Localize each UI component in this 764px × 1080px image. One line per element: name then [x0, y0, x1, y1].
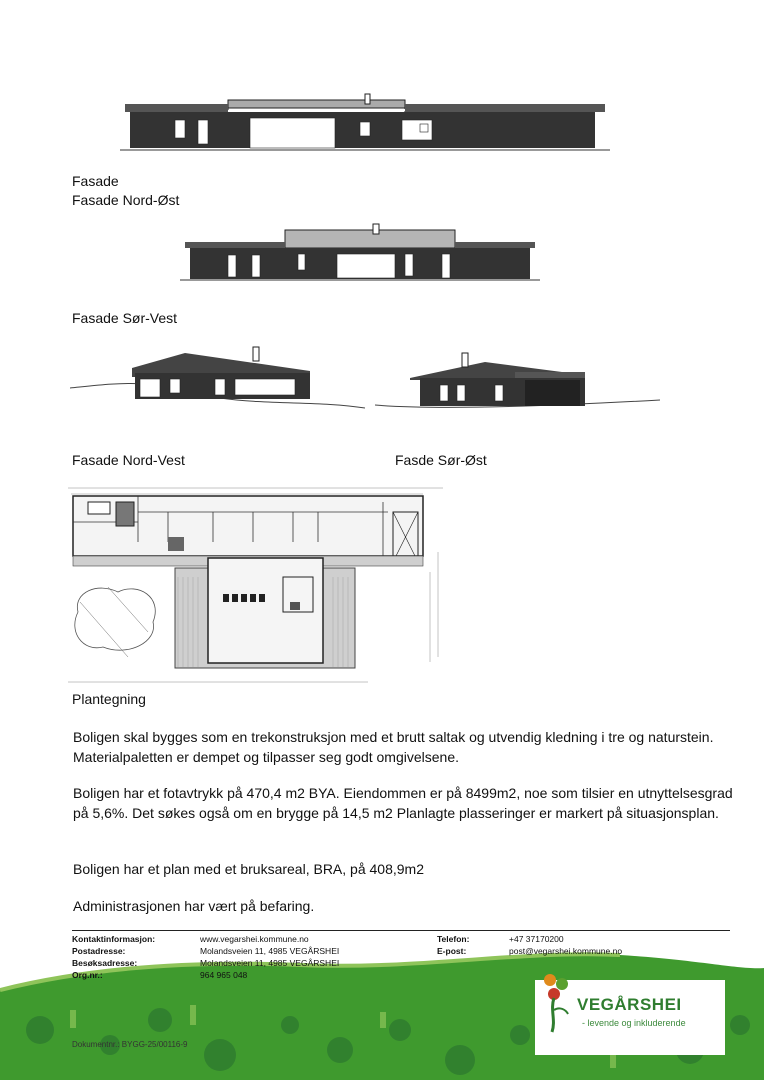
- elevation-drawing-sor-ost: [375, 350, 665, 415]
- paragraph-4: Administrasjonen har vært på befaring.: [73, 898, 315, 914]
- caption-nord-ost: Fasade Nord-Øst: [72, 192, 180, 208]
- elevation-drawing-sor-vest: [180, 222, 540, 287]
- footer-kontakt-value[interactable]: www.vegarshei.kommune.no: [200, 934, 309, 944]
- logo-tagline: - levende og inkluderende: [582, 1018, 686, 1028]
- footer-telefon-label: Telefon:: [437, 934, 470, 944]
- footer-besok-label: Besøksadresse:: [72, 958, 138, 968]
- paragraph-2: Boligen har et fotavtrykk på 470,4 m2 BYA. Eiendommen er på 8499m2, noe som tilsier en utnyttelsesgrad på 5,6%. Det søkes også om en brygge på 14,5 m2 Planlagte plasseringer er markert på situasjonsplan.: [73, 785, 733, 821]
- footer-telefon-value[interactable]: +47 37170200: [509, 934, 564, 944]
- caption-nord-vest: Fasade Nord-Vest: [72, 452, 185, 468]
- caption-plantegning: Plantegning: [72, 691, 146, 707]
- footer-org-label: Org.nr.:: [72, 970, 103, 980]
- paragraph-3: Boligen har et plan med et bruksareal, BRA, på 408,9m2: [73, 861, 424, 877]
- paragraph-1: Boligen skal bygges som en trekonstruksjon med et brutt saltak og utvendig kledning i tre og naturstein. Materialpaletten er dempet og tilpasser seg godt omgivelsene.: [73, 729, 714, 765]
- caption-sor-ost: Fasde Sør-Øst: [395, 452, 487, 468]
- footer-kontakt-label: Kontaktinformasjon:: [72, 934, 156, 944]
- footer-post-label: Postadresse:: [72, 946, 126, 956]
- caption-fasade: Fasade: [72, 173, 119, 189]
- elevation-drawing-nord-vest: [70, 343, 370, 413]
- footer-post-value: Molandsveien 11, 4985 VEGÅRSHEI: [200, 946, 340, 956]
- footer-divider: [72, 930, 730, 931]
- footer-epost-label: E-post:: [437, 946, 467, 956]
- logo-name: VEGÅRSHEI: [577, 995, 682, 1014]
- document-number: Dokumentnr.: BYGG-25/00116-9: [72, 1040, 188, 1049]
- elevation-drawing-top: [120, 90, 610, 165]
- vegarshei-logo-icon: [540, 970, 580, 1035]
- floor-plan-drawing: [68, 482, 468, 687]
- footer-besok-value: Molandsveien 11, 4985 VEGÅRSHEI: [200, 958, 340, 968]
- footer-green-pattern: [0, 950, 764, 1080]
- footer-org-value: 964 965 048: [200, 970, 248, 980]
- footer-epost-value[interactable]: post@vegarshei.kommune.no: [509, 946, 623, 956]
- caption-sor-vest: Fasade Sør-Vest: [72, 310, 178, 326]
